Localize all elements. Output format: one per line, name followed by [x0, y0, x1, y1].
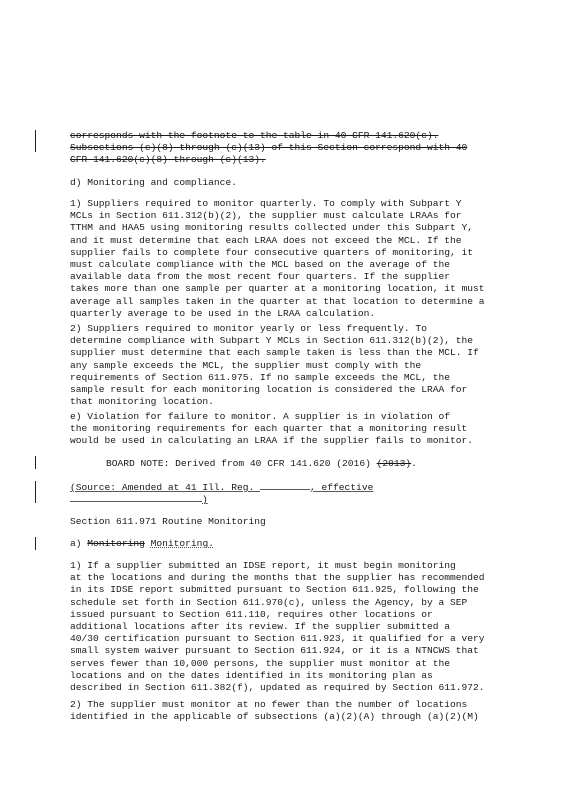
- paragraph-e: e) Violation for failure to monitor. A supplier is in violation of the monitoring requirements for each quarter that a monitoring result would be used in calculating an LRAA if the supplier fails to monitor.: [70, 411, 474, 447]
- subsection-a-heading: a) Monitoring Monitoring.: [70, 538, 214, 549]
- change-bar: [35, 456, 36, 469]
- blank-page-number: [260, 481, 310, 490]
- change-bar: [35, 537, 36, 550]
- board-note: BOARD NOTE: Derived from 40 CFR 141.620 (2016) (2013).: [106, 458, 417, 469]
- paragraph-a1: 1) If a supplier submitted an IDSE report, it must begin monitoring at the locations and during the months that the supplier has recommended in its IDSE report submitted pursuant to Section 611.925, following the schedule set forth in Section 611.970(c), unless the Agency, by a SEP issued pursuant to Section 611.110, requires other locations or additional locations after its review. If the supplier submitted a 40/30 certification pursuant to Section 611.923, it qualified for a very small system waiver pursuant to Section 611.924, or it is a NTNCWS that serves fewer than 10,000 persons, the supplier must monitor at the locations and on the dates identified in its monitoring plan as described in Section 611.382(f), updated as required by Section 611.972.: [70, 560, 485, 693]
- paragraph-a2: 2) The supplier must monitor at no fewer than the number of locations identified in the applicable of subsections (a)(2)(A) through (a)(2)(M): [70, 699, 479, 723]
- section-title: Section 611.971 Routine Monitoring: [70, 516, 266, 527]
- struck-year: (2013): [376, 458, 412, 469]
- inserted-heading: Monitoring.: [150, 538, 214, 549]
- source-note: (Source: Amended at 41 Ill. Reg. , effective ): [70, 482, 374, 506]
- paragraph-d2: 2) Suppliers required to monitor yearly or less frequently. To determine compliance with Subpart Y MCLs in Section 611.312(b)(2), the supplier must determine that each sample taken is less than the MCL. If any sample exceeds the MCL, the supplier must comply with the requirements of Section 611.975. If no sample exceeds the MCL, the sample result for each monitoring location is considered the LRAA for that monitoring location.: [70, 323, 479, 408]
- subsection-d-heading: d) Monitoring and compliance.: [70, 177, 237, 188]
- top-struck-block: [70, 130, 506, 167]
- struck-heading: Monitoring: [87, 538, 145, 549]
- paragraph-d1: 1) Suppliers required to monitor quarterly. To comply with Subpart Y MCLs in Section 611.312(b)(2), the supplier must calculate LRAAs for TTHM and HAA5 using monitoring results collected under this Subpart Y, and it must determine that each LRAA does not exceed the MCL. If the supplier fails to complete four consecutive quarters of monitoring, it must calculate compliance with the MCL based on the average of the available data from the most recent four quarters. If the supplier takes more than one sample per quarter at a monitoring location, it must average all samples taken in the quarter at that location to determine a quarterly average to be used in the LRAA calculation.: [70, 198, 485, 319]
- change-bar: [35, 130, 36, 152]
- change-bar: [35, 481, 36, 503]
- struck-line: CFR 141.620(c)(8) through (c)(13).: [70, 154, 266, 166]
- blank-effective-date: [70, 493, 202, 502]
- struck-line: corresponds with the footnote to the table in 40 CFR 141.620(c).: [70, 130, 439, 141]
- struck-line: Subsections (c)(8) through (c)(13) of this Section correspond with 40: [70, 142, 468, 154]
